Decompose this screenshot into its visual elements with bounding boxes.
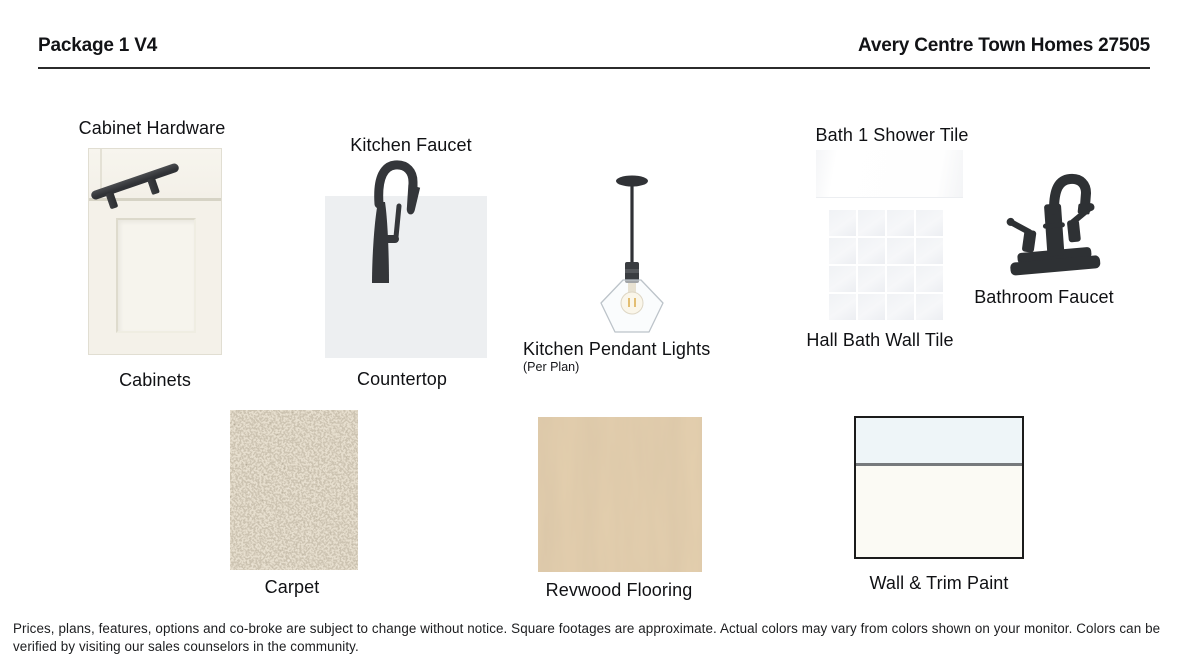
hall-bath-wall-tile-label: Hall Bath Wall Tile — [806, 330, 954, 350]
carpet-label: Carpet — [264, 577, 320, 597]
countertop-label: Countertop — [356, 369, 448, 389]
kitchen-faucet-label: Kitchen Faucet — [350, 135, 472, 155]
kitchen-faucet-icon — [352, 156, 430, 284]
carpet-swatch — [230, 410, 358, 570]
header-divider — [38, 67, 1150, 69]
tile-cell — [829, 238, 856, 264]
revwood-flooring-label: Revwood Flooring — [545, 580, 693, 600]
tile-cell — [829, 266, 856, 292]
kitchen-pendant-note: (Per Plan) — [523, 360, 580, 374]
kitchen-pendant-light-icon — [598, 172, 666, 334]
trim-paint-swatch — [856, 466, 1022, 557]
tile-cell — [887, 266, 914, 292]
tile-cell — [916, 294, 943, 320]
tile-cell — [829, 294, 856, 320]
revwood-flooring-swatch — [538, 417, 702, 572]
tile-cell — [916, 238, 943, 264]
bathroom-faucet-label: Bathroom Faucet — [974, 287, 1114, 307]
tile-cell — [858, 238, 885, 264]
cabinets-label: Cabinets — [119, 370, 191, 390]
wall-tile-swatch — [829, 210, 943, 320]
tile-cell — [887, 294, 914, 320]
community-title: Avery Centre Town Homes 27505 — [858, 35, 1150, 56]
disclaimer-text: Prices, plans, features, options and co-broke are subject to change without notice. Square footages are approximate. Actual colors may vary from colors shown on your monitor. Colors can be verified by visiting our sales counselors in the community. — [13, 621, 1161, 654]
wall-trim-paint-swatch — [854, 416, 1024, 559]
tile-cell — [858, 266, 885, 292]
tile-cell — [858, 210, 885, 236]
tile-cell — [858, 294, 885, 320]
wall-trim-paint-label: Wall & Trim Paint — [869, 573, 1009, 593]
tile-cell — [916, 266, 943, 292]
tile-cell — [887, 238, 914, 264]
tile-cell — [829, 210, 856, 236]
kitchen-pendant-label: Kitchen Pendant Lights — [523, 339, 711, 359]
bath1-shower-tile-label: Bath 1 Shower Tile — [815, 125, 969, 145]
wall-paint-swatch — [856, 418, 1022, 463]
tile-cell — [916, 210, 943, 236]
bathroom-faucet-icon — [998, 168, 1113, 283]
shower-tile-swatch — [816, 150, 963, 198]
package-title: Package 1 V4 — [38, 35, 158, 56]
cabinet-door-front — [96, 208, 214, 349]
cabinet-hardware-label: Cabinet Hardware — [78, 118, 226, 138]
tile-cell — [887, 210, 914, 236]
cabinet-door-panel — [116, 218, 196, 333]
